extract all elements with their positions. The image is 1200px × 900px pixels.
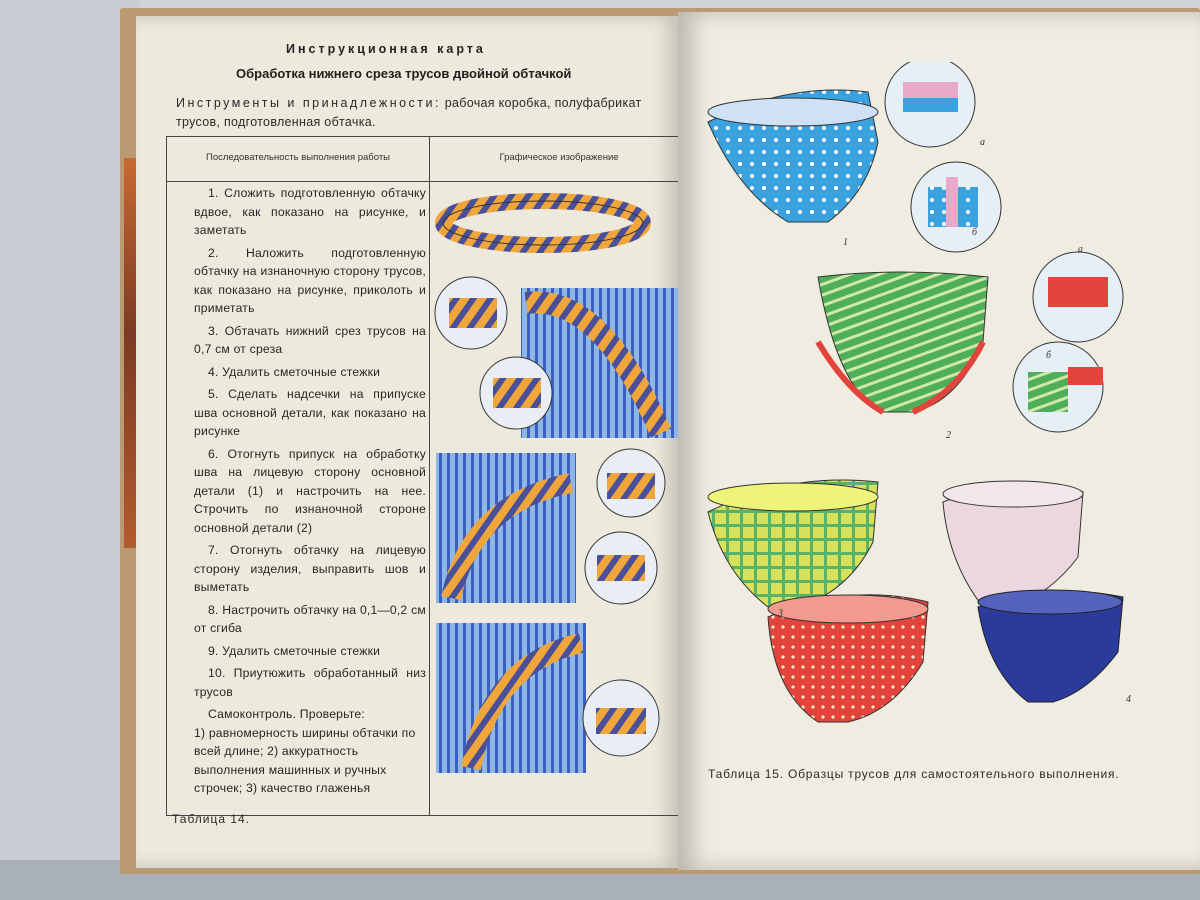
left-page (136, 16, 681, 868)
folded-binding-ring (443, 201, 643, 245)
tools-label: Инструменты и принадлежности: (176, 96, 441, 110)
garment-1 (708, 62, 1001, 252)
open-book (120, 8, 1200, 874)
label-b1: б (972, 227, 978, 238)
step-1: 1. Сложить подготовленную обтачку вдвое, как показано на рисунке, и заметать (194, 186, 426, 237)
label-a2: а (1078, 244, 1083, 255)
step-9: 9. Удалить сметочные стежки (208, 643, 381, 658)
self-check-title: Самоконтроль. Проверьте: (208, 707, 365, 721)
self-check-text: 1) равномерность ширины обтачки по всей длине; 2) аккуратность выполнения машинных и ручных строчек; 3) качество глаженья (194, 725, 416, 795)
step-2: 2. Наложить подготовленную обтачку на изнаночную сторону трусов, как показано на рисунке, приколоть и приметать (194, 245, 426, 315)
graphic-illustrations (431, 183, 685, 815)
backdrop (0, 0, 140, 900)
page-title: Обработка нижнего среза трусов двойной обтачкой (236, 66, 572, 81)
garment-pink (943, 481, 1083, 607)
table-14-caption: Таблица 14. (172, 812, 251, 826)
topstitch-illustration (436, 623, 659, 773)
right-page (678, 12, 1200, 870)
garment-red (768, 595, 928, 722)
label-2: 2 (946, 430, 951, 441)
label-3: 3 (778, 608, 783, 619)
step-6: 6. Отогнуть припуск на обработку шва на лицевую сторону основной детали (1) и настрочить на нее. Строчить по изнаночной стороне основной детали (2) (194, 446, 426, 535)
step-5: 5. Сделать надсечки на припуске шва основной детали, как показано на рисунке (194, 387, 426, 438)
self-check (194, 705, 426, 798)
tools-paragraph (176, 94, 676, 132)
step-10: 10. Приутюжить обработанный низ трусов (194, 666, 426, 699)
garment-2 (818, 252, 1123, 432)
column-header-sequence: Последовательность выполнения работы (205, 152, 390, 163)
instruction-steps (194, 184, 426, 798)
label-4: 4 (1126, 694, 1131, 705)
seam-allowance-illustration (436, 449, 665, 604)
garment-4 (978, 590, 1123, 702)
instruction-card-heading: Инструкционная карта (286, 42, 486, 56)
step-3: 3. Обтачать нижний срез трусов на 0,7 см от среза (194, 323, 426, 356)
label-b2: б (1046, 350, 1052, 361)
garment-3 (708, 480, 878, 607)
table-15-caption: Таблица 15. Образцы трусов для самостоятельного выполнения. (708, 767, 1120, 781)
tools-text: рабочая коробка, полуфабрикат трусов, подготовленная обтачка. (176, 96, 642, 129)
label-a1: а (980, 137, 985, 148)
step-7: 7. Отогнуть обтачку на лицевую сторону изделия, выправить шов и выметать (194, 543, 426, 594)
binding-attach-illustration (435, 277, 681, 438)
step-8: 8. Настрочить обтачку на 0,1—0,2 см от сгиба (194, 602, 426, 635)
column-header-graphic: Графическое изображение (499, 152, 619, 163)
label-1: 1 (843, 237, 848, 248)
step-4: 4. Удалить сметочные стежки (208, 364, 381, 379)
sample-garments-illustration (698, 62, 1188, 752)
